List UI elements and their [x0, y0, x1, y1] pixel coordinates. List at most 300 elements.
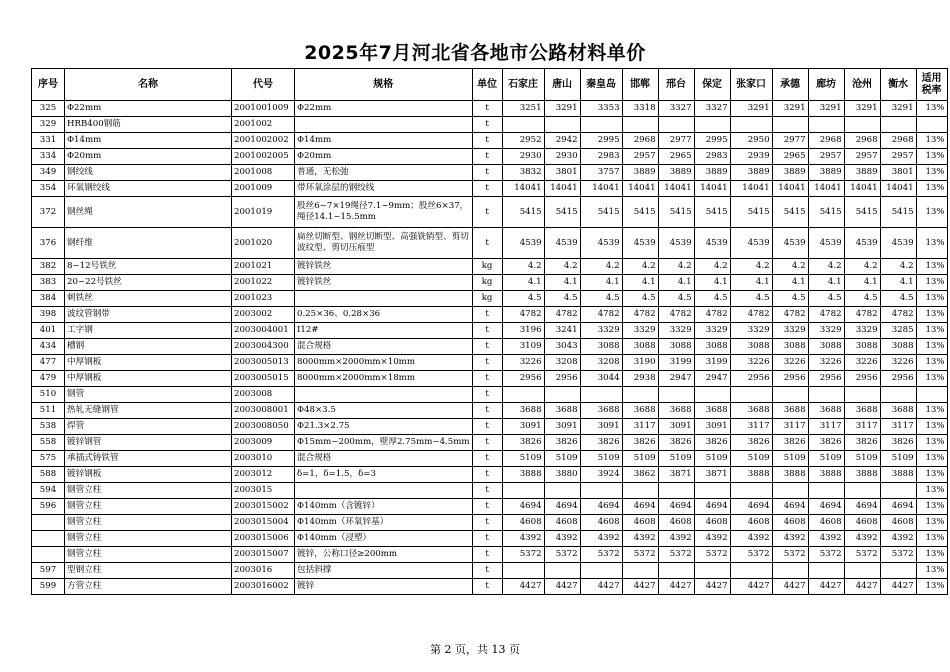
cell-tax-rate: 13% [916, 275, 947, 291]
cell-price: 4.1 [694, 275, 730, 291]
cell-price: 4608 [544, 515, 580, 531]
cell-price: 5372 [772, 547, 808, 563]
cell-price: 3091 [502, 419, 544, 435]
table-row [32, 228, 948, 259]
column-header: 秦皇岛 [580, 69, 622, 101]
cell-price [658, 483, 694, 499]
cell-price: 3832 [502, 165, 544, 181]
cell-price: 3199 [658, 355, 694, 371]
cell-price: 4.1 [808, 275, 844, 291]
cell-price: 4.1 [502, 275, 544, 291]
cell-price: 4.2 [658, 259, 694, 275]
column-header: 邯郸 [622, 69, 658, 101]
cell-price: 2947 [694, 371, 730, 387]
cell-price [694, 563, 730, 579]
cell-code: 2001001009 [232, 101, 295, 117]
cell-tax-rate: 13% [916, 355, 947, 371]
cell-price: 4392 [844, 531, 880, 547]
cell-unit: t [472, 467, 502, 483]
cell-price: 3091 [580, 419, 622, 435]
cell-price: 4608 [502, 515, 544, 531]
table-row [32, 499, 948, 515]
table-row [32, 403, 948, 419]
cell-no: 325 [32, 101, 65, 117]
cell-price: 4392 [694, 531, 730, 547]
cell-price: 4.5 [694, 291, 730, 307]
cell-price: 4.5 [772, 291, 808, 307]
cell-price: 3291 [772, 101, 808, 117]
cell-price: 4.2 [730, 259, 772, 275]
cell-price [844, 563, 880, 579]
cell-price: 3688 [544, 403, 580, 419]
column-header: 名称 [65, 69, 232, 101]
table-row [32, 467, 948, 483]
cell-unit: t [472, 387, 502, 403]
cell-price: 3688 [502, 403, 544, 419]
cell-unit: kg [472, 291, 502, 307]
table-row [32, 101, 948, 117]
cell-price: 3826 [772, 435, 808, 451]
cell-price: 4.2 [580, 259, 622, 275]
cell-price: 3117 [772, 419, 808, 435]
cell-no: 479 [32, 371, 65, 387]
cell-tax-rate: 13% [916, 307, 947, 323]
cell-no: 596 [32, 499, 65, 515]
cell-price: 3088 [580, 339, 622, 355]
cell-price: 3888 [844, 467, 880, 483]
cell-price: 5372 [622, 547, 658, 563]
cell-tax-rate: 13% [916, 101, 947, 117]
table-row [32, 419, 948, 435]
cell-tax-rate: 13% [916, 547, 947, 563]
cell-price: 4.5 [880, 291, 916, 307]
cell-price [808, 387, 844, 403]
cell-price: 4.5 [844, 291, 880, 307]
cell-price: 4.2 [880, 259, 916, 275]
cell-price: 5109 [808, 451, 844, 467]
cell-price: 4392 [580, 531, 622, 547]
cell-price: 3190 [622, 355, 658, 371]
cell-price: 3826 [502, 435, 544, 451]
cell-price: 3291 [844, 101, 880, 117]
cell-price: 14041 [502, 181, 544, 197]
cell-price: 3688 [622, 403, 658, 419]
cell-code: 2001009 [232, 181, 295, 197]
cell-price: 5415 [580, 197, 622, 228]
cell-price [502, 387, 544, 403]
cell-spec: 混合规格 [295, 339, 473, 355]
cell-code: 2003004001 [232, 323, 295, 339]
table-row [32, 165, 948, 181]
cell-price: 3226 [772, 355, 808, 371]
table-row [32, 307, 948, 323]
cell-no: 597 [32, 563, 65, 579]
table-row [32, 547, 948, 563]
cell-name: 钢丝绳 [65, 197, 232, 228]
table-row [32, 531, 948, 547]
cell-price: 3043 [544, 339, 580, 355]
column-header: 石家庄 [502, 69, 544, 101]
cell-price: 4392 [622, 531, 658, 547]
cell-price [730, 483, 772, 499]
cell-price: 3285 [880, 323, 916, 339]
cell-unit: t [472, 355, 502, 371]
cell-tax-rate: 13% [916, 181, 947, 197]
cell-price: 2952 [502, 133, 544, 149]
table-row [32, 275, 948, 291]
cell-price: 3226 [502, 355, 544, 371]
cell-name: 20~22号铁丝 [65, 275, 232, 291]
cell-tax-rate: 13% [916, 133, 947, 149]
cell-spec: 混合规格 [295, 451, 473, 467]
cell-unit: t [472, 101, 502, 117]
cell-price [622, 483, 658, 499]
cell-tax-rate: 13% [916, 339, 947, 355]
cell-price: 5372 [580, 547, 622, 563]
cell-spec: Φ22mm [295, 101, 473, 117]
cell-price: 5372 [844, 547, 880, 563]
cell-name: 工字钢 [65, 323, 232, 339]
cell-price [544, 117, 580, 133]
cell-unit: t [472, 531, 502, 547]
cell-price: 4608 [658, 515, 694, 531]
cell-price: 4392 [658, 531, 694, 547]
cell-price: 3329 [730, 323, 772, 339]
cell-price: 2977 [772, 133, 808, 149]
cell-price: 3826 [730, 435, 772, 451]
cell-spec: Φ20mm [295, 149, 473, 165]
cell-no: 384 [32, 291, 65, 307]
cell-price: 4.1 [730, 275, 772, 291]
cell-price: 3196 [502, 323, 544, 339]
cell-price: 4694 [622, 499, 658, 515]
cell-price [580, 563, 622, 579]
cell-code: 2001020 [232, 228, 295, 259]
cell-price: 3251 [502, 101, 544, 117]
cell-price: 4539 [502, 228, 544, 259]
cell-no: 510 [32, 387, 65, 403]
column-header: 适用 税率 [916, 69, 947, 101]
cell-spec: 8000mm×2000mm×10mm [295, 355, 473, 371]
cell-price: 3871 [658, 467, 694, 483]
cell-price: 3291 [808, 101, 844, 117]
table-row [32, 515, 948, 531]
cell-price: 4782 [880, 307, 916, 323]
cell-price: 3889 [658, 165, 694, 181]
cell-spec: 0.25×36、0.28×36 [295, 307, 473, 323]
cell-unit: t [472, 579, 502, 595]
cell-price: 2983 [694, 149, 730, 165]
cell-price: 5372 [544, 547, 580, 563]
cell-spec: 8000mm×2000mm×18mm [295, 371, 473, 387]
cell-code: 2003015006 [232, 531, 295, 547]
cell-unit: t [472, 149, 502, 165]
cell-unit: t [472, 403, 502, 419]
cell-price: 14041 [772, 181, 808, 197]
cell-price: 2957 [880, 149, 916, 165]
cell-price: 4782 [658, 307, 694, 323]
cell-price: 4392 [808, 531, 844, 547]
cell-price [772, 563, 808, 579]
cell-name: 中厚钢板 [65, 355, 232, 371]
cell-price: 2965 [658, 149, 694, 165]
cell-price: 5372 [502, 547, 544, 563]
cell-price: 2957 [844, 149, 880, 165]
cell-price: 3088 [808, 339, 844, 355]
cell-tax-rate: 13% [916, 259, 947, 275]
cell-no: 434 [32, 339, 65, 355]
cell-price: 2939 [730, 149, 772, 165]
cell-no: 599 [32, 579, 65, 595]
cell-price: 4539 [544, 228, 580, 259]
cell-code: 2003015 [232, 483, 295, 499]
cell-price: 4.1 [622, 275, 658, 291]
cell-price: 14041 [694, 181, 730, 197]
cell-price: 2956 [808, 371, 844, 387]
cell-price: 4539 [730, 228, 772, 259]
cell-price: 3088 [622, 339, 658, 355]
cell-tax-rate: 13% [916, 483, 947, 499]
table-row [32, 387, 948, 403]
table-row [32, 339, 948, 355]
cell-price: 3889 [730, 165, 772, 181]
cell-name: 钢管立柱 [65, 499, 232, 515]
cell-name: 镀锌钢板 [65, 467, 232, 483]
cell-price: 3088 [880, 339, 916, 355]
table-row [32, 291, 948, 307]
cell-price: 2956 [880, 371, 916, 387]
cell-price: 4539 [622, 228, 658, 259]
cell-price: 3888 [808, 467, 844, 483]
cell-price: 14041 [658, 181, 694, 197]
cell-price: 3801 [544, 165, 580, 181]
cell-tax-rate: 13% [916, 515, 947, 531]
table-row [32, 563, 948, 579]
cell-spec: Φ21.3×2.75 [295, 419, 473, 435]
cell-price: 3208 [580, 355, 622, 371]
cell-no: 401 [32, 323, 65, 339]
cell-price: 3826 [580, 435, 622, 451]
cell-code: 2003015007 [232, 547, 295, 563]
cell-price: 3208 [544, 355, 580, 371]
cell-spec: 股丝6~7×19绳径7.1~9mm；股丝6×37，绳径14.1~15.5mm [295, 197, 473, 228]
cell-price [502, 563, 544, 579]
cell-price: 2950 [730, 133, 772, 149]
cell-name: Φ20mm [65, 149, 232, 165]
cell-price: 4694 [880, 499, 916, 515]
cell-price: 4427 [772, 579, 808, 595]
table-row [32, 483, 948, 499]
cell-price: 4694 [772, 499, 808, 515]
cell-price [580, 387, 622, 403]
cell-price [808, 563, 844, 579]
cell-name: 钢管 [65, 387, 232, 403]
cell-price: 4782 [622, 307, 658, 323]
cell-price: 4427 [502, 579, 544, 595]
column-header: 保定 [694, 69, 730, 101]
cell-code: 2003009 [232, 435, 295, 451]
cell-price: 3226 [730, 355, 772, 371]
cell-tax-rate: 13% [916, 451, 947, 467]
cell-price [622, 563, 658, 579]
table-row [32, 117, 948, 133]
cell-price [730, 387, 772, 403]
cell-unit: t [472, 419, 502, 435]
cell-spec: Φ140mm（含镀锌） [295, 499, 473, 515]
cell-price: 4392 [544, 531, 580, 547]
cell-price: 5109 [580, 451, 622, 467]
cell-no: 376 [32, 228, 65, 259]
cell-price: 5415 [622, 197, 658, 228]
cell-price: 3088 [730, 339, 772, 355]
cell-price: 2995 [694, 133, 730, 149]
cell-price: 4782 [772, 307, 808, 323]
cell-unit: t [472, 499, 502, 515]
cell-price: 3826 [808, 435, 844, 451]
table-body [32, 101, 948, 595]
cell-price: 4608 [580, 515, 622, 531]
cell-unit: t [472, 563, 502, 579]
cell-price: 4.5 [622, 291, 658, 307]
cell-unit: t [472, 133, 502, 149]
cell-code: 2003010 [232, 451, 295, 467]
cell-no: 588 [32, 467, 65, 483]
cell-price: 3091 [694, 419, 730, 435]
cell-price: 2983 [580, 149, 622, 165]
cell-tax-rate: 13% [916, 371, 947, 387]
cell-price: 5415 [658, 197, 694, 228]
header-row [32, 69, 948, 101]
column-header: 廊坊 [808, 69, 844, 101]
cell-unit: t [472, 307, 502, 323]
cell-price: 5415 [502, 197, 544, 228]
column-header: 代号 [232, 69, 295, 101]
column-header: 唐山 [544, 69, 580, 101]
cell-price [544, 563, 580, 579]
cell-tax-rate: 13% [916, 419, 947, 435]
cell-code: 2001021 [232, 259, 295, 275]
cell-price: 5415 [544, 197, 580, 228]
table-row [32, 451, 948, 467]
cell-spec: I12# [295, 323, 473, 339]
cell-price [772, 483, 808, 499]
cell-price: 4.2 [622, 259, 658, 275]
cell-price: 3091 [658, 419, 694, 435]
cell-price: 3889 [622, 165, 658, 181]
cell-price: 4.5 [730, 291, 772, 307]
cell-unit: t [472, 435, 502, 451]
cell-name: 刺铁丝 [65, 291, 232, 307]
cell-tax-rate [916, 117, 947, 133]
cell-price: 3888 [880, 467, 916, 483]
cell-price: 3801 [880, 165, 916, 181]
cell-price: 5415 [880, 197, 916, 228]
cell-price: 4539 [658, 228, 694, 259]
cell-tax-rate: 13% [916, 323, 947, 339]
column-header: 沧州 [844, 69, 880, 101]
cell-price: 3117 [730, 419, 772, 435]
cell-price: 2930 [502, 149, 544, 165]
cell-price: 3889 [772, 165, 808, 181]
cell-name: 钢管立柱 [65, 531, 232, 547]
cell-spec: Φ140mm（浸塑） [295, 531, 473, 547]
cell-price: 2968 [808, 133, 844, 149]
cell-price: 4427 [580, 579, 622, 595]
cell-price: 4539 [580, 228, 622, 259]
cell-price [844, 117, 880, 133]
cell-price: 3688 [580, 403, 622, 419]
cell-code: 2001002002 [232, 133, 295, 149]
cell-price: 4427 [730, 579, 772, 595]
cell-price: 5372 [880, 547, 916, 563]
table-row [32, 323, 948, 339]
cell-price: 4427 [544, 579, 580, 595]
cell-price: 5372 [808, 547, 844, 563]
cell-price: 3888 [730, 467, 772, 483]
cell-price: 4427 [880, 579, 916, 595]
cell-tax-rate: 13% [916, 499, 947, 515]
cell-price: 3329 [580, 323, 622, 339]
table-row [32, 133, 948, 149]
cell-code: 2003016 [232, 563, 295, 579]
cell-code: 2001008 [232, 165, 295, 181]
cell-price: 4782 [844, 307, 880, 323]
cell-price: 4539 [880, 228, 916, 259]
cell-name: 槽钢 [65, 339, 232, 355]
cell-spec: 包括斜撑 [295, 563, 473, 579]
cell-no: 594 [32, 483, 65, 499]
cell-spec: Φ48×3.5 [295, 403, 473, 419]
cell-name: 波纹管钢带 [65, 307, 232, 323]
cell-price: 4782 [808, 307, 844, 323]
table-row [32, 355, 948, 371]
cell-price: 3889 [844, 165, 880, 181]
cell-price: 4427 [808, 579, 844, 595]
cell-name: 焊管 [65, 419, 232, 435]
cell-price: 4.1 [544, 275, 580, 291]
cell-name: 承插式铸铁管 [65, 451, 232, 467]
cell-spec: 镀锌 [295, 579, 473, 595]
cell-price [880, 483, 916, 499]
cell-price: 3889 [694, 165, 730, 181]
cell-price [658, 387, 694, 403]
cell-price: 4782 [730, 307, 772, 323]
cell-price: 4694 [844, 499, 880, 515]
cell-price: 4608 [730, 515, 772, 531]
cell-spec: Φ140mm（环氧锌基） [295, 515, 473, 531]
cell-price: 3862 [622, 467, 658, 483]
cell-unit: t [472, 547, 502, 563]
cell-no: 331 [32, 133, 65, 149]
cell-price: 3826 [844, 435, 880, 451]
cell-price [844, 387, 880, 403]
cell-price: 4.2 [808, 259, 844, 275]
cell-price: 4392 [772, 531, 808, 547]
cell-code: 2003012 [232, 467, 295, 483]
cell-price: 2956 [502, 371, 544, 387]
cell-price [844, 483, 880, 499]
column-header: 邢台 [658, 69, 694, 101]
cell-price: 4782 [502, 307, 544, 323]
cell-price: 3889 [808, 165, 844, 181]
cell-spec: δ=1，δ=1.5，δ=3 [295, 467, 473, 483]
cell-price: 4.1 [772, 275, 808, 291]
cell-price: 4694 [502, 499, 544, 515]
cell-tax-rate: 13% [916, 228, 947, 259]
cell-price: 4.1 [658, 275, 694, 291]
cell-price: 3088 [844, 339, 880, 355]
cell-name: 热轧无缝钢管 [65, 403, 232, 419]
